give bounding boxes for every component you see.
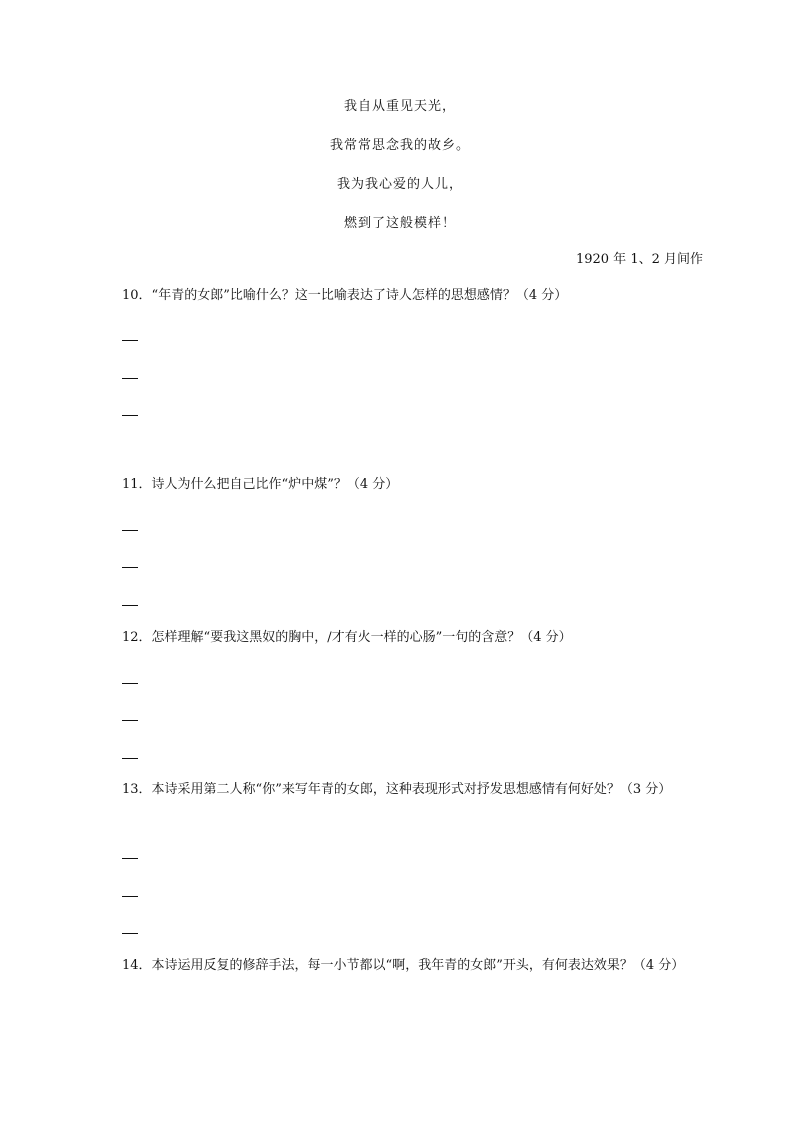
- poem-line: 燃到了这般模样！: [343, 216, 456, 231]
- poem-line: 我自从重见天光，: [343, 99, 456, 114]
- answer-line[interactable]: [122, 530, 138, 531]
- poem-line: 我常常思念我的故乡。: [329, 138, 470, 153]
- poem-date: 1920 年 1、2 月间作: [575, 252, 703, 267]
- answer-line[interactable]: [122, 858, 138, 859]
- question-14: 14．本诗运用反复的修辞手法，每一小节都以“啊，我年青的女郎”开头，有何表达效果？（4 分）: [122, 958, 685, 973]
- question-12: 12．怎样理解“要我这黑奴的胸中，/才有火一样的心肠”一句的含意？（4 分）: [122, 630, 572, 645]
- answer-line[interactable]: [122, 720, 138, 721]
- poem-line: 我为我心爱的人儿，: [336, 177, 463, 192]
- answer-line[interactable]: [122, 605, 138, 606]
- question-10: 10．“年青的女郎”比喻什么？这一比喻表达了诗人怎样的思想感情？（4 分）: [122, 288, 568, 303]
- answer-line[interactable]: [122, 896, 138, 897]
- question-11: 11．诗人为什么把自己比作“炉中煤”？（4 分）: [122, 477, 399, 492]
- answer-line[interactable]: [122, 758, 138, 759]
- answer-line[interactable]: [122, 567, 138, 568]
- answer-line[interactable]: [122, 378, 138, 379]
- answer-line[interactable]: [122, 415, 138, 416]
- answer-line[interactable]: [122, 683, 138, 684]
- answer-line[interactable]: [122, 340, 138, 341]
- question-13: 13．本诗采用第二人称“你”来写年青的女郎，这种表现形式对抒发思想感情有何好处？（3 分）: [122, 782, 672, 797]
- answer-line[interactable]: [122, 933, 138, 934]
